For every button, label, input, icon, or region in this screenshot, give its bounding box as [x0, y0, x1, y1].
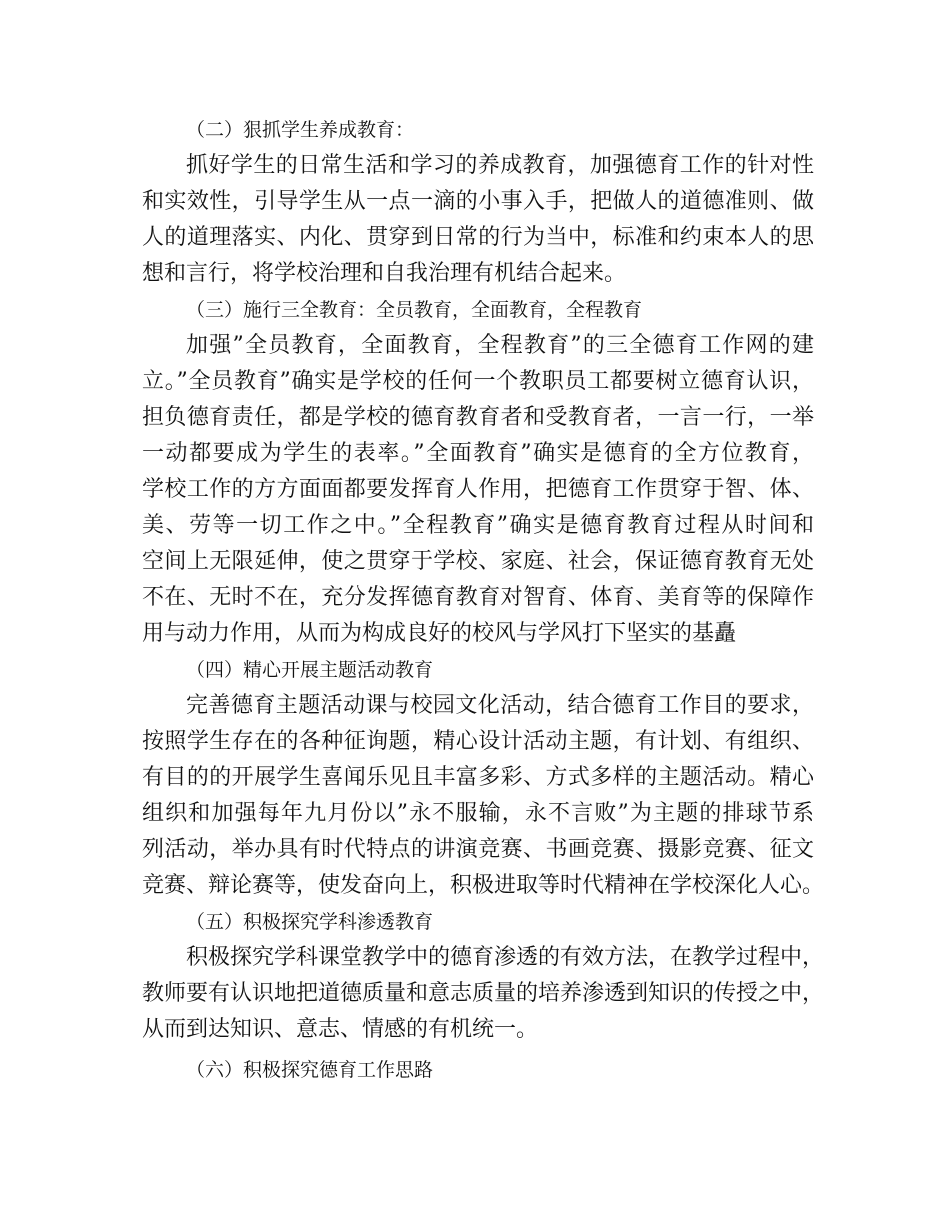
- body-line: 有目的的开展学生喜闻乐见且丰富多彩、方式多样的主题活动。精心: [142, 765, 814, 790]
- body-line: 按照学生存在的各种征询题，精心设计活动主题，有计划、有组织、: [142, 729, 814, 754]
- body-line: 积极探究学科课堂教学中的德育渗透的有效方法，在教学过程中，: [186, 945, 825, 970]
- body-line: 加强”全员教育，全面教育，全程教育”的三全德育工作网的建: [186, 333, 814, 358]
- body-line: 抓好学生的日常生活和学习的养成教育，加强德育工作的针对性: [186, 153, 814, 178]
- body-line: 学校工作的方方面面都要发挥育人作用，把德育工作贯穿于智、体、: [142, 477, 814, 502]
- section-heading-2: （二）狠抓学生养成教育：: [186, 119, 415, 141]
- section-heading-6: （六）积极探究德育工作思路: [186, 1059, 434, 1081]
- body-line: 一动都要成为学生的表率。”全面教育”确实是德育的全方位教育，: [142, 441, 814, 466]
- body-line: 竞赛、辩论赛等，使发奋向上，积极进取等时代精神在学校深化人心。: [142, 873, 825, 898]
- body-line: 美、劳等一切工作之中。”全程教育”确实是德育教育过程从时间和: [142, 513, 814, 538]
- section-heading-4: （四）精心开展主题活动教育: [186, 659, 434, 681]
- body-line: 完善德育主题活动课与校园文化活动，结合德育工作目的要求，: [186, 693, 814, 718]
- body-line: 想和言行，将学校治理和自我治理有机结合起来。: [142, 261, 627, 286]
- section-heading-3: （三）施行三全教育：全员教育，全面教育，全程教育: [186, 299, 643, 321]
- section-body-2: [142, 148, 814, 292]
- body-line: 教师要有认识地把道德质量和意志质量的培养渗透到知识的传授之中，: [142, 981, 825, 1006]
- body-line: 空间上无限延伸，使之贯穿于学校、家庭、社会，保证德育教育无处: [142, 549, 814, 574]
- body-line: 用与动力作用，从而为构成良好的校风与学风打下坚实的基矗: [142, 621, 737, 646]
- body-line: 列活动，举办具有时代特点的讲演竞赛、书画竞赛、摄影竞赛、征文: [142, 837, 814, 862]
- document-page: [142, 112, 825, 1088]
- section-body-4: [142, 688, 825, 904]
- section-body-5: [142, 940, 825, 1048]
- body-line: 组织和加强每年九月份以”永不服输，永不言败”为主题的排球节系: [142, 801, 814, 826]
- section-body-3: [142, 328, 814, 652]
- body-line: 担负德育责任，都是学校的德育教育者和受教育者，一言一行，一举: [142, 405, 814, 430]
- section-heading-5: （五）积极探究学科渗透教育: [186, 911, 434, 933]
- body-line: 立。”全员教育”确实是学校的任何一个教职员工都要树立德育认识，: [142, 369, 814, 394]
- body-line: 从而到达知识、意志、情感的有机统一。: [142, 1017, 539, 1042]
- body-line: 和实效性，引导学生从一点一滴的小事入手，把做人的道德准则、做: [142, 189, 814, 214]
- body-line: 不在、无时不在，充分发挥德育教育对智育、体育、美育等的保障作: [142, 585, 814, 610]
- body-line: 人的道理落实、内化、贯穿到日常的行为当中，标准和约束本人的思: [142, 225, 814, 250]
